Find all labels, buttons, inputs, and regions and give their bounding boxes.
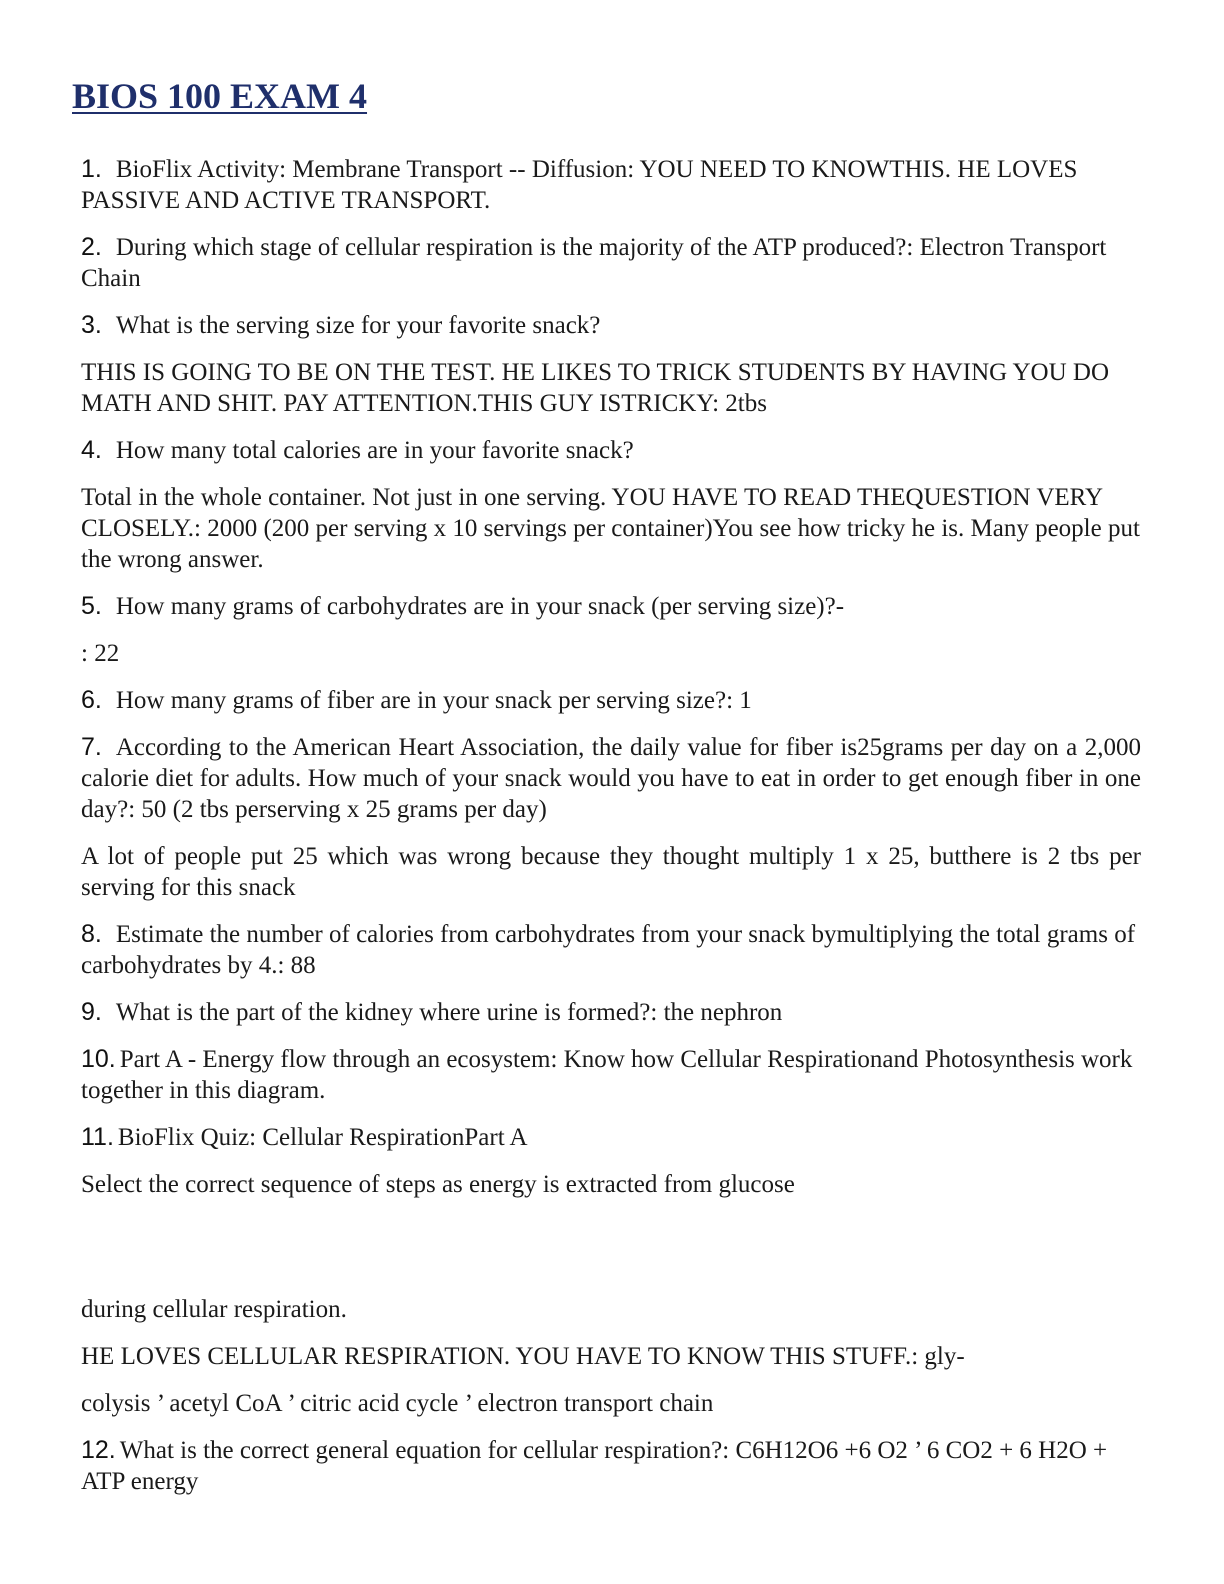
question-text: How many grams of fiber are in your snack per serving size?: 1 bbox=[115, 687, 752, 714]
question-text: What is the correct general equation for cellular respiration?: C6H12O6 +6 O2 ’ 6 CO2 + 6 H2O + ATP energy bbox=[81, 1437, 1108, 1495]
answer-4: Total in the whole container. Not just in one serving. YOU HAVE TO READ THEQUESTION VERY CLOSELY.: 2000 (200 per serving x 10 servings per container)You see how tricky he is. Many people put the wrong answer. bbox=[81, 484, 1140, 573]
answer-11-line-3: HE LOVES CELLULAR RESPIRATION. YOU HAVE TO KNOW THIS STUFF.: gly- bbox=[81, 1343, 965, 1370]
question-3 bbox=[81, 310, 1141, 341]
question-number: 9. bbox=[81, 998, 102, 1026]
question-list bbox=[81, 154, 1141, 1513]
question-number: 1. bbox=[81, 155, 102, 183]
question-number: 4. bbox=[81, 436, 102, 464]
answer-5: : 22 bbox=[81, 640, 120, 667]
question-10 bbox=[81, 1044, 1141, 1106]
question-number: 8. bbox=[81, 920, 102, 948]
question-text: How many grams of carbohydrates are in your snack (per serving size)?- bbox=[115, 593, 845, 620]
question-1 bbox=[81, 154, 1141, 216]
question-number: 6. bbox=[81, 686, 102, 714]
question-5 bbox=[81, 591, 1141, 622]
question-number: 5. bbox=[81, 592, 102, 620]
question-number: 10. bbox=[81, 1045, 116, 1073]
answer-11-line-1: Select the correct sequence of steps as energy is extracted from glucose bbox=[81, 1171, 795, 1198]
question-text: According to the American Heart Association, the daily value for fiber is25grams per day on a 2,000 calorie diet for adults. How much of your snack would you have to eat in order to get enough fiber in one day?: 50 (2 tbs perserving x 25 grams per day) bbox=[81, 734, 1141, 823]
question-text: How many total calories are in your favorite snack? bbox=[115, 437, 634, 464]
question-7 bbox=[81, 732, 1141, 825]
question-12 bbox=[81, 1435, 1141, 1497]
question-number: 2. bbox=[81, 233, 102, 261]
question-text: What is the part of the kidney where urine is formed?: the nephron bbox=[115, 999, 783, 1026]
question-number: 12. bbox=[81, 1436, 116, 1464]
question-text: BioFlix Quiz: Cellular RespirationPart A bbox=[117, 1124, 528, 1151]
question-text: What is the serving size for your favorite snack? bbox=[115, 312, 601, 339]
question-number: 3. bbox=[81, 311, 102, 339]
answer-3: THIS IS GOING TO BE ON THE TEST. HE LIKES TO TRICK STUDENTS BY HAVING YOU DO MATH AND SHIT. PAY ATTENTION.THIS GUY ISTRICKY: 2tbs bbox=[81, 359, 1110, 417]
question-11 bbox=[81, 1122, 1141, 1153]
answer-7: A lot of people put 25 which was wrong because they thought multiply 1 x 25, butthere is 2 tbs per serving for this snack bbox=[81, 843, 1141, 901]
question-text: During which stage of cellular respiration is the majority of the ATP produced?: Electron Transport Chain bbox=[81, 234, 1107, 292]
question-number: 7. bbox=[81, 733, 102, 761]
question-text: BioFlix Activity: Membrane Transport -- Diffusion: YOU NEED TO KNOWTHIS. HE LOVES PASSIVE AND ACTIVE TRANSPORT. bbox=[81, 156, 1078, 214]
question-text: Estimate the number of calories from carbohydrates from your snack bymultiplying the total grams of carbohydrates by 4.: 88 bbox=[81, 921, 1136, 979]
question-number: 11. bbox=[81, 1123, 114, 1151]
question-2 bbox=[81, 232, 1141, 294]
question-9 bbox=[81, 997, 1141, 1028]
blank-space bbox=[81, 1216, 1141, 1294]
answer-11-line-2: during cellular respiration. bbox=[81, 1296, 347, 1323]
answer-11-line-4: colysis ’ acetyl CoA ’ citric acid cycle ’ electron transport chain bbox=[81, 1390, 714, 1417]
question-6 bbox=[81, 685, 1141, 716]
question-8 bbox=[81, 919, 1141, 981]
question-4 bbox=[81, 435, 1141, 466]
question-text: Part A - Energy flow through an ecosystem: Know how Cellular Respirationand Photosynthesis work together in this diagram. bbox=[81, 1046, 1133, 1104]
page-title: BIOS 100 EXAM 4 bbox=[72, 76, 368, 116]
